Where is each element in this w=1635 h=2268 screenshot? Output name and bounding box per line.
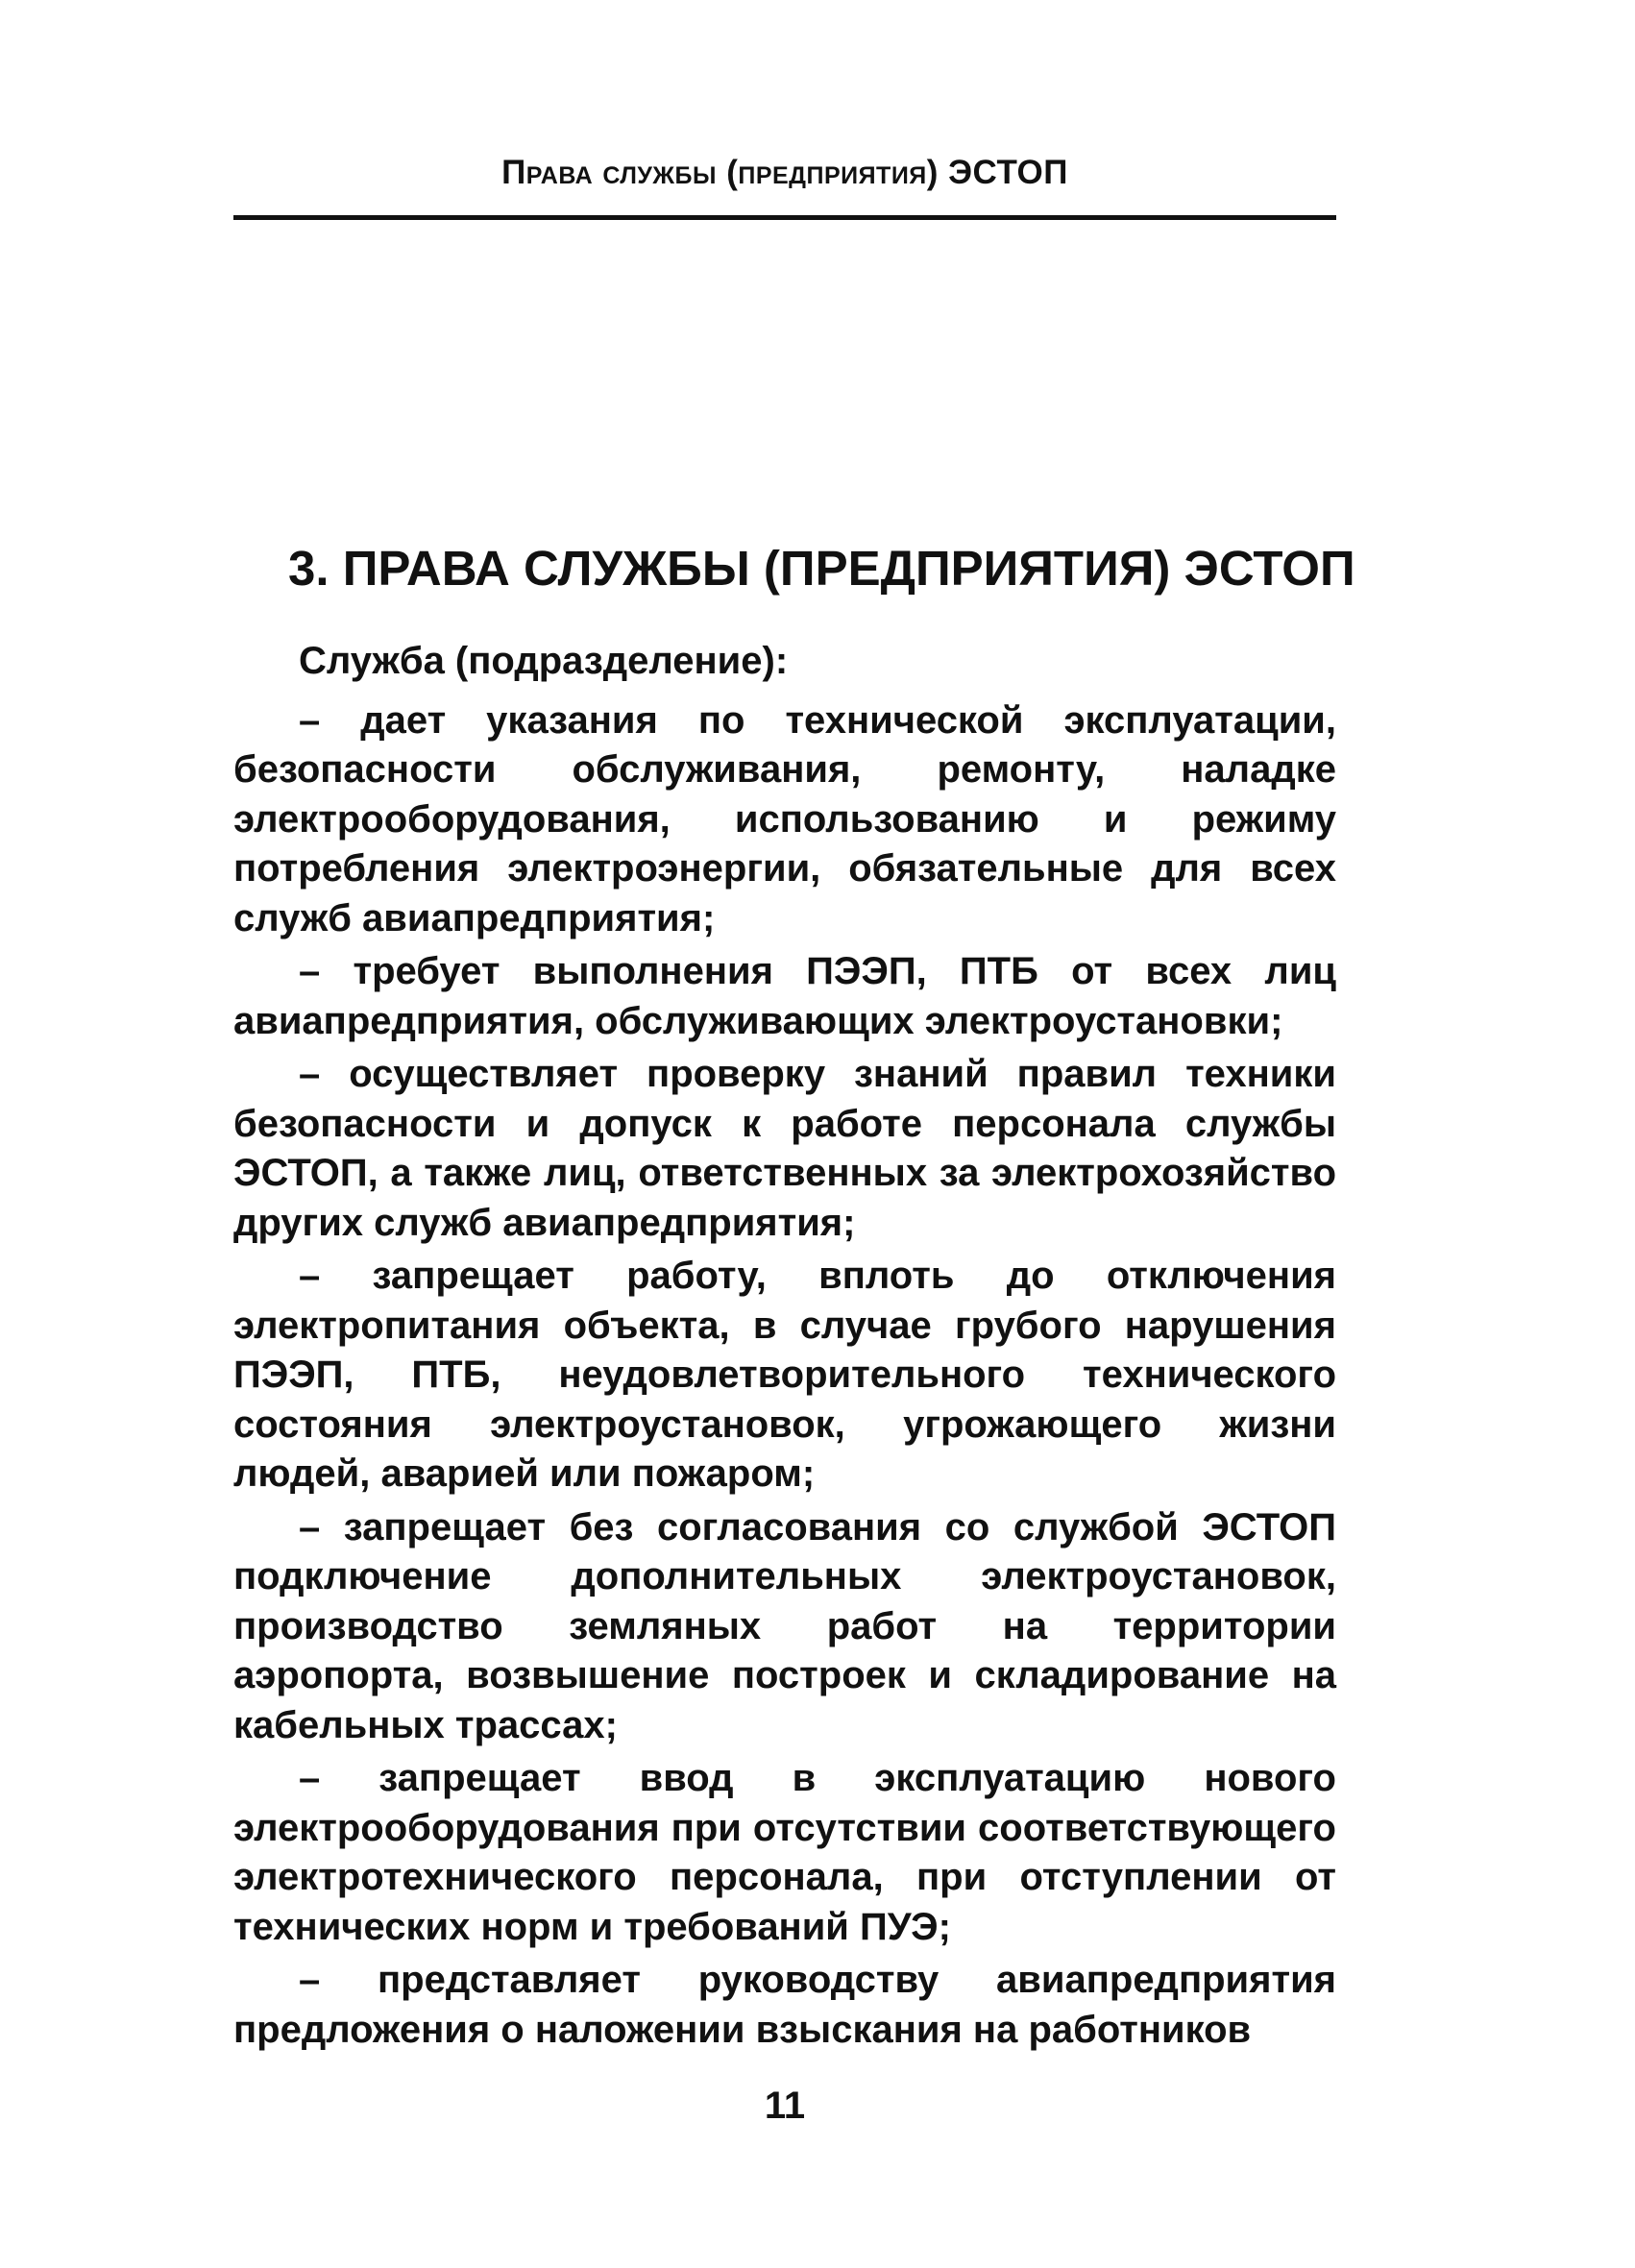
header-divider — [233, 215, 1336, 220]
list-item: – осуществляет проверку знаний правил техники безопасности и допуск к работе персонала службы ЭСТОП, а также лиц, ответственных за электрохозяйство других служб авиапредприятия; — [233, 1053, 1336, 1244]
section-body — [233, 637, 1336, 2059]
running-header — [233, 154, 1336, 192]
list-item: – дает указания по технической эксплуатации, безопасности обслуживания, ремонту, наладке электрооборудования, использованию и режиму потребления электроэнергии, обязательные для всех служб авиапредприятия; — [233, 698, 1336, 939]
page-number: 11 — [764, 2085, 806, 2127]
list-item: – запрещает ввод в эксплуатацию нового электрооборудования при отсутствии соответствующего электротехнического персонала, при отступлении от технических норм и требований ПУЭ; — [233, 1757, 1336, 1948]
list-item: – запрещает без согласования со службой ЭСТОП подключение дополнительных электроустановок, производство земляных работ на территории аэропорта, возвышение построек и складирование на кабельных трассах; — [233, 1505, 1336, 1746]
list-item: – запрещает работу, вплоть до отключения электропитания объекта, в случае грубого нарушения ПЭЭП, ПТБ, неудовлетворительного технического состояния электроустановок, угрожающего жизни людей, аварией или пожаром; — [233, 1255, 1336, 1495]
running-header-title: Права службы (предприятия) — [501, 154, 939, 191]
list-item: – представляет руководству авиапредприятия предложения о наложении взыскания на работников — [233, 1959, 1336, 2051]
section-intro: Служба (подразделение): — [299, 640, 789, 682]
running-header-abbrev: ЭСТОП — [948, 154, 1068, 191]
section-heading: 3. ПРАВА СЛУЖБЫ (ПРЕДПРИЯТИЯ) ЭСТОП — [288, 541, 1355, 596]
list-item: – требует выполнения ПЭЭП, ПТБ от всех лиц авиапредприятия, обслуживающих электроустановки; — [233, 950, 1336, 1042]
